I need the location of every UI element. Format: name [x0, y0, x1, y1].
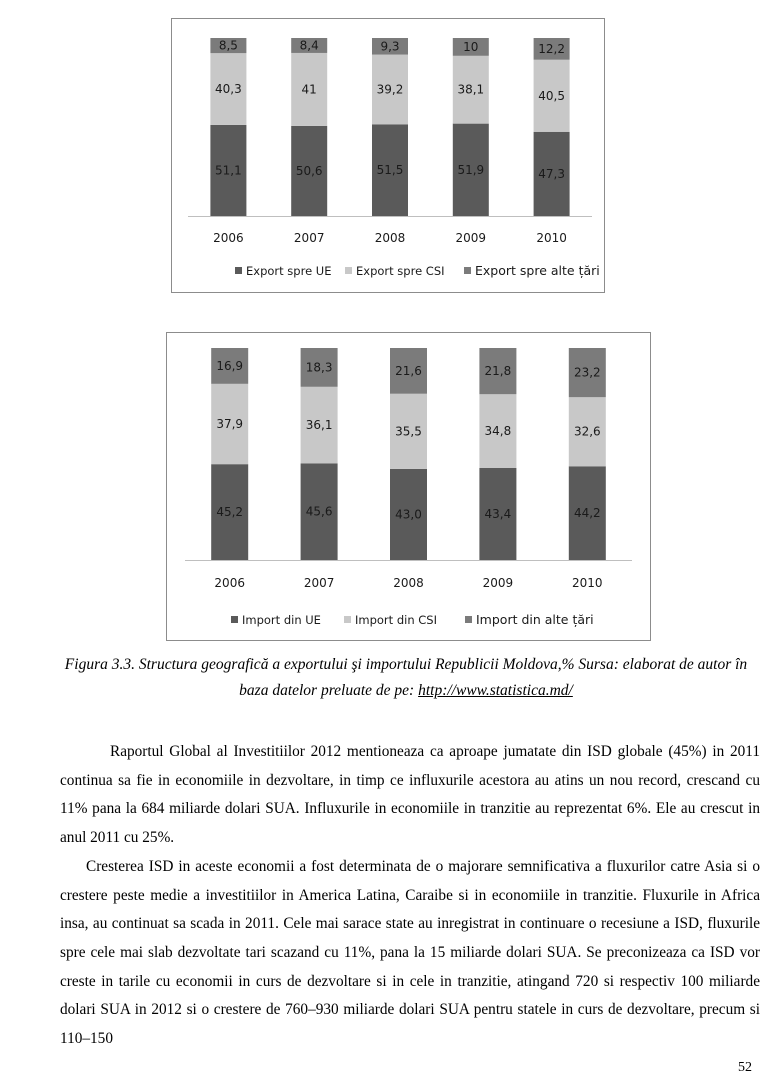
- import-legend-swatch-2: [465, 616, 472, 623]
- import-data-label-2010-s2: 23,2: [573, 365, 601, 380]
- caption-text: Figura 3.3. Structura geografică a exportului şi importului Republicii Moldova,% Sursa: elaborat de autor în baza datelor preluate de pe:: [64, 656, 748, 699]
- export-data-label-2007-s0: 50,6: [295, 163, 323, 178]
- export-data-label-2008-s0: 51,5: [376, 163, 404, 178]
- export-data-label-2010-s2: 12,2: [538, 41, 565, 56]
- import-data-label-2009-s1: 34,8: [484, 424, 512, 439]
- export-chart-svg: [172, 19, 604, 292]
- export-data-label-2010-s0: 47,3: [538, 166, 565, 181]
- figure-caption: [56, 652, 756, 704]
- import-legend-swatch-0: [231, 616, 238, 623]
- export-tick-label-2008: 2008: [374, 231, 406, 245]
- export-legend-label-2: Export spre alte țări: [475, 263, 600, 278]
- import-tick-label-2007: 2007: [303, 576, 335, 590]
- paragraph-2: Cresterea ISD in aceste economii a fost determinata de o majorare semnificativa a fluxurilor catre Asia si o crestere peste medie a investitiilor in America Latina, Caraibe si in economiile in tranzitie. Fluxurile in Africa insa, au continuat sa scada in 2011. Cele mai sarace state au inregistrat in continuare o recesiune a ISD, fluxurile spre cele mai slab dezvoltate tari scazand cu 11%, pana la 15 miliarde dolari SUA. Se preconizeaza ca ISD vor creste in tarile cu economii in curs de dezvoltare si in cele in tranzitie, atingand 720 si respectiv 100 miliarde dolari SUA in 2012 si o crestere de 760–930 miliarde dolari SUA pentru statele in curs de dezvoltare, precum si 110–150: [60, 857, 760, 1048]
- paragraph-1: Raportul Global al Investitiilor 2012 mentioneaza ca aproape jumatate din ISD globale (45%) in 2011 continua sa fie in economiile in dezvoltare, in timp ce influxurile acestora au atins un nou record, crescand cu 11% pana la 684 miliarde dolari SUA. Influxurile in economiile in tranzitie au reprezentat 6%. Ele au crescut in anul 2011 cu 25%.: [60, 743, 760, 847]
- export-legend-swatch-0: [235, 267, 242, 274]
- import-tick-label-2008: 2008: [393, 576, 424, 590]
- export-chart: [171, 18, 605, 293]
- import-chart: [166, 332, 651, 641]
- caption-link[interactable]: http://www.statistica.md/: [418, 682, 573, 699]
- import-tick-label-2006: 2006: [214, 576, 245, 590]
- export-data-label-2009-s2: 10: [463, 39, 479, 54]
- import-data-label-2009-s2: 21,8: [484, 364, 512, 379]
- import-data-label-2009-s0: 43,4: [484, 506, 512, 521]
- export-data-label-2008-s1: 39,2: [376, 82, 404, 97]
- import-tick-label-2010: 2010: [572, 576, 603, 590]
- import-data-label-2007-s1: 36,1: [305, 418, 333, 433]
- export-data-label-2007-s1: 41: [301, 82, 317, 97]
- export-tick-label-2006: 2006: [213, 231, 244, 245]
- export-legend-label-1: Export spre CSI: [356, 264, 445, 278]
- export-data-label-2006-s2: 8,5: [218, 38, 238, 53]
- import-data-label-2006-s1: 37,9: [216, 417, 244, 432]
- import-data-label-2008-s0: 43,0: [395, 507, 422, 522]
- export-legend-label-0: Export spre UE: [246, 264, 332, 278]
- export-data-label-2006-s0: 51,1: [215, 163, 242, 178]
- export-data-label-2007-s2: 8,4: [299, 38, 319, 53]
- import-data-label-2008-s1: 35,5: [395, 424, 422, 439]
- import-data-label-2007-s2: 18,3: [305, 360, 333, 375]
- export-data-label-2009-s0: 51,9: [457, 162, 485, 177]
- export-data-label-2006-s1: 40,3: [215, 82, 242, 97]
- export-data-label-2010-s1: 40,5: [538, 88, 565, 103]
- export-data-label-2009-s1: 38,1: [457, 82, 485, 97]
- import-legend-label-2: Import din alte țări: [476, 612, 594, 627]
- import-chart-svg: [167, 333, 650, 640]
- import-data-label-2010-s0: 44,2: [573, 506, 601, 521]
- import-data-label-2006-s2: 16,9: [216, 358, 244, 373]
- export-legend-swatch-1: [345, 267, 352, 274]
- export-tick-label-2010: 2010: [536, 231, 567, 245]
- import-data-label-2006-s0: 45,2: [216, 505, 244, 520]
- export-data-label-2008-s2: 9,3: [380, 39, 400, 54]
- import-data-label-2007-s0: 45,6: [305, 504, 333, 519]
- export-legend-swatch-2: [464, 267, 471, 274]
- import-legend-swatch-1: [344, 616, 351, 623]
- export-tick-label-2007: 2007: [293, 231, 325, 245]
- page-number: 52: [738, 1060, 752, 1075]
- import-data-label-2008-s2: 21,6: [395, 363, 422, 378]
- body-text: [60, 738, 760, 1054]
- import-data-label-2010-s1: 32,6: [573, 424, 601, 439]
- export-tick-label-2009: 2009: [455, 231, 487, 245]
- import-legend-label-1: Import din CSI: [355, 613, 437, 627]
- import-legend-label-0: Import din UE: [242, 613, 321, 627]
- import-tick-label-2009: 2009: [482, 576, 514, 590]
